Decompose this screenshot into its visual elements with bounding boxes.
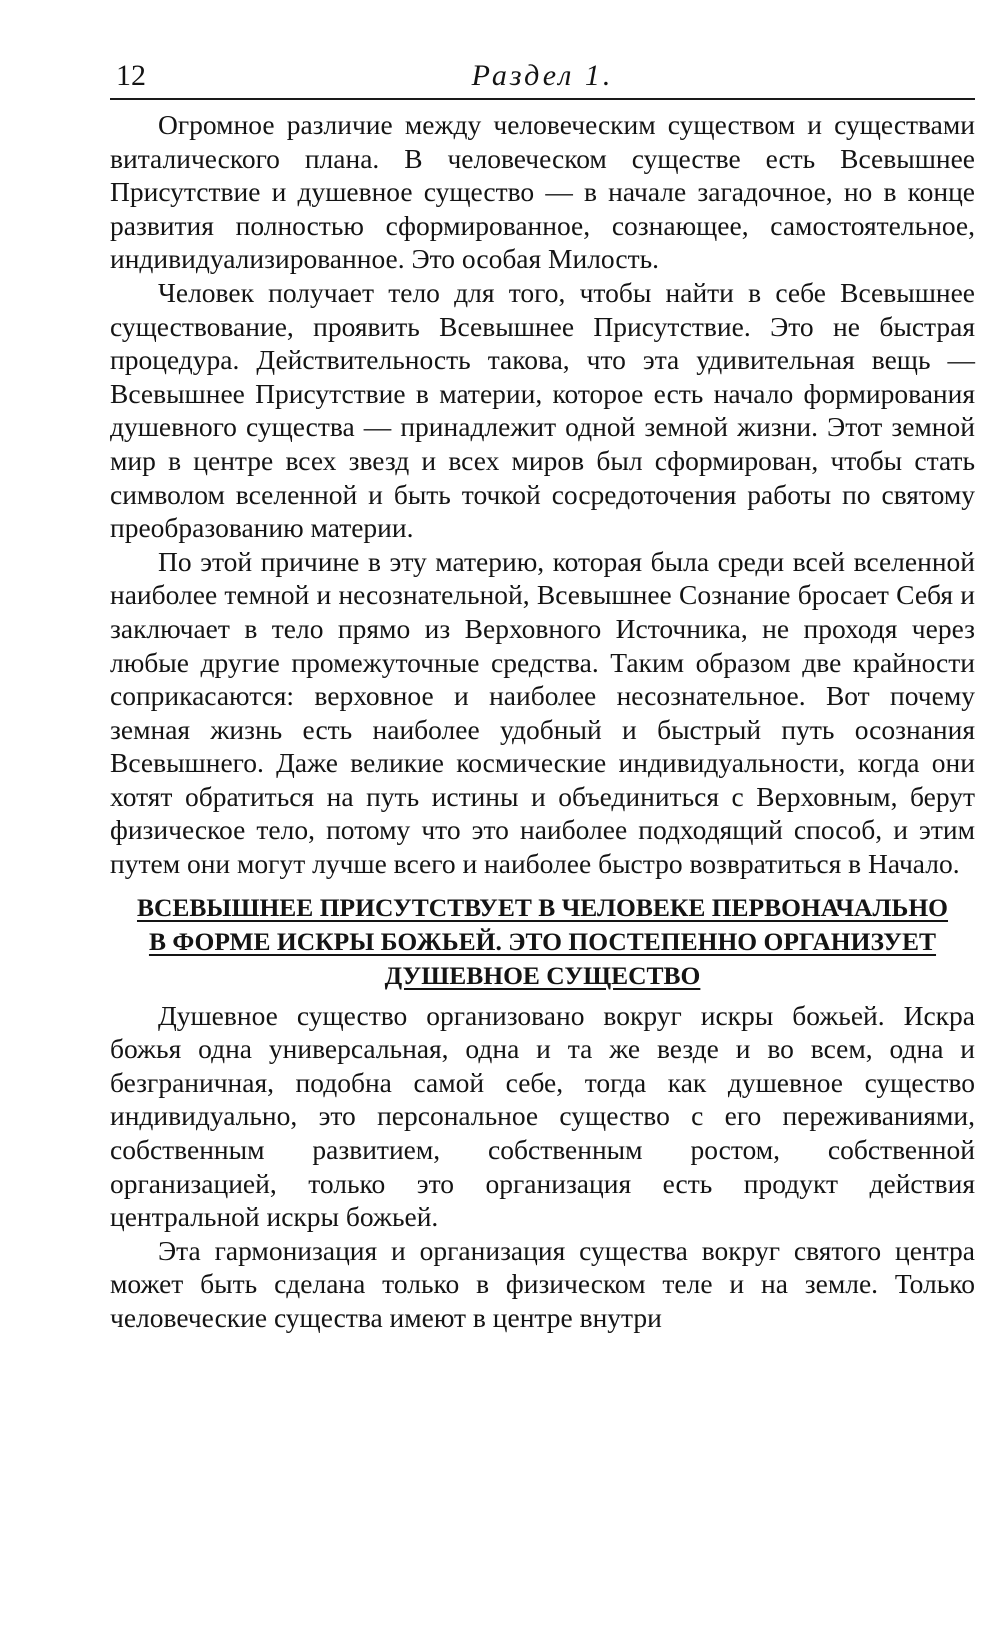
section-label: Раздел 1. xyxy=(471,59,614,92)
paragraph-4: Душевное существо организовано вокруг искры божьей. Искра божья одна универсальная, одна и та же везде и во всем, одна и безграничная, подобна самой себе, тогда как душевное существо индивидуально, это персональное существо с его переживаниями, собственным развитием, собственным ростом, собственной организацией, только это организация есть продукт действия центральной искры божьей. xyxy=(110,999,975,1233)
main-text xyxy=(110,108,975,1335)
paragraph-2: Человек получает тело для того, чтобы найти в себе Всевышнее существование, проявить Всевышнее Присутствие. Это не быстрая процедура. Действительность такова, что эта удивительная вещь — Всевышнее Присутствие в материи, которое есть начало формирования душевного существа — принадлежит одной земной жизни. Этот земной мир в центре всех звезд и всех миров был сформирован, чтобы стать символом вселенной и быть точкой сосредоточения работы по святому преобразованию материи. xyxy=(110,276,975,544)
page-number: 12 xyxy=(116,59,146,92)
section-heading: ВСЕВЫШНЕЕ ПРИСУТСТВУЕТ В ЧЕЛОВЕКЕ ПЕРВОНАЧАЛЬНО В ФОРМЕ ИСКРЫ БОЖЬЕЙ. ЭТО ПОСТЕПЕННО ОРГАНИЗУЕТ ДУШЕВНОЕ СУЩЕСТВО xyxy=(136,892,949,990)
paragraph-1: Огромное различие между человеческим существом и существами виталического плана. В человеческом существе есть Всевышнее Присутствие и душевное существо — в начале загадочное, но в конце развития полностью сформированное, сознающее, самостоятельное, индивидуализированное. Это особая Милость. xyxy=(110,109,975,275)
running-header xyxy=(110,54,975,100)
paragraph-5: Эта гармонизация и организация существа вокруг святого центра может быть сделана только в физическом теле и на земле. Только человеческие существа имеют в центре внутри xyxy=(110,1234,975,1333)
paragraph-3: По этой причине в эту материю, которая была среди всей вселенной наиболее темной и несознательной, Всевышнее Сознание бросает Себя и заключает в тело прямо из Верховного Источника, не проходя через любые другие промежуточные средства. Таким образом две крайности соприкасаются: верховное и наиболее несознательное. Вот почему земная жизнь есть наиболее удобный и быстрый путь осознания Всевышнего. Даже великие космические индивидуальности, когда они хотят обратиться на путь истины и объединиться с Верховным, берут физическое тело, потому что это наиболее подходящий способ, и этим путем они могут лучше всего и наиболее быстро возвратиться в Начало. xyxy=(110,545,975,880)
